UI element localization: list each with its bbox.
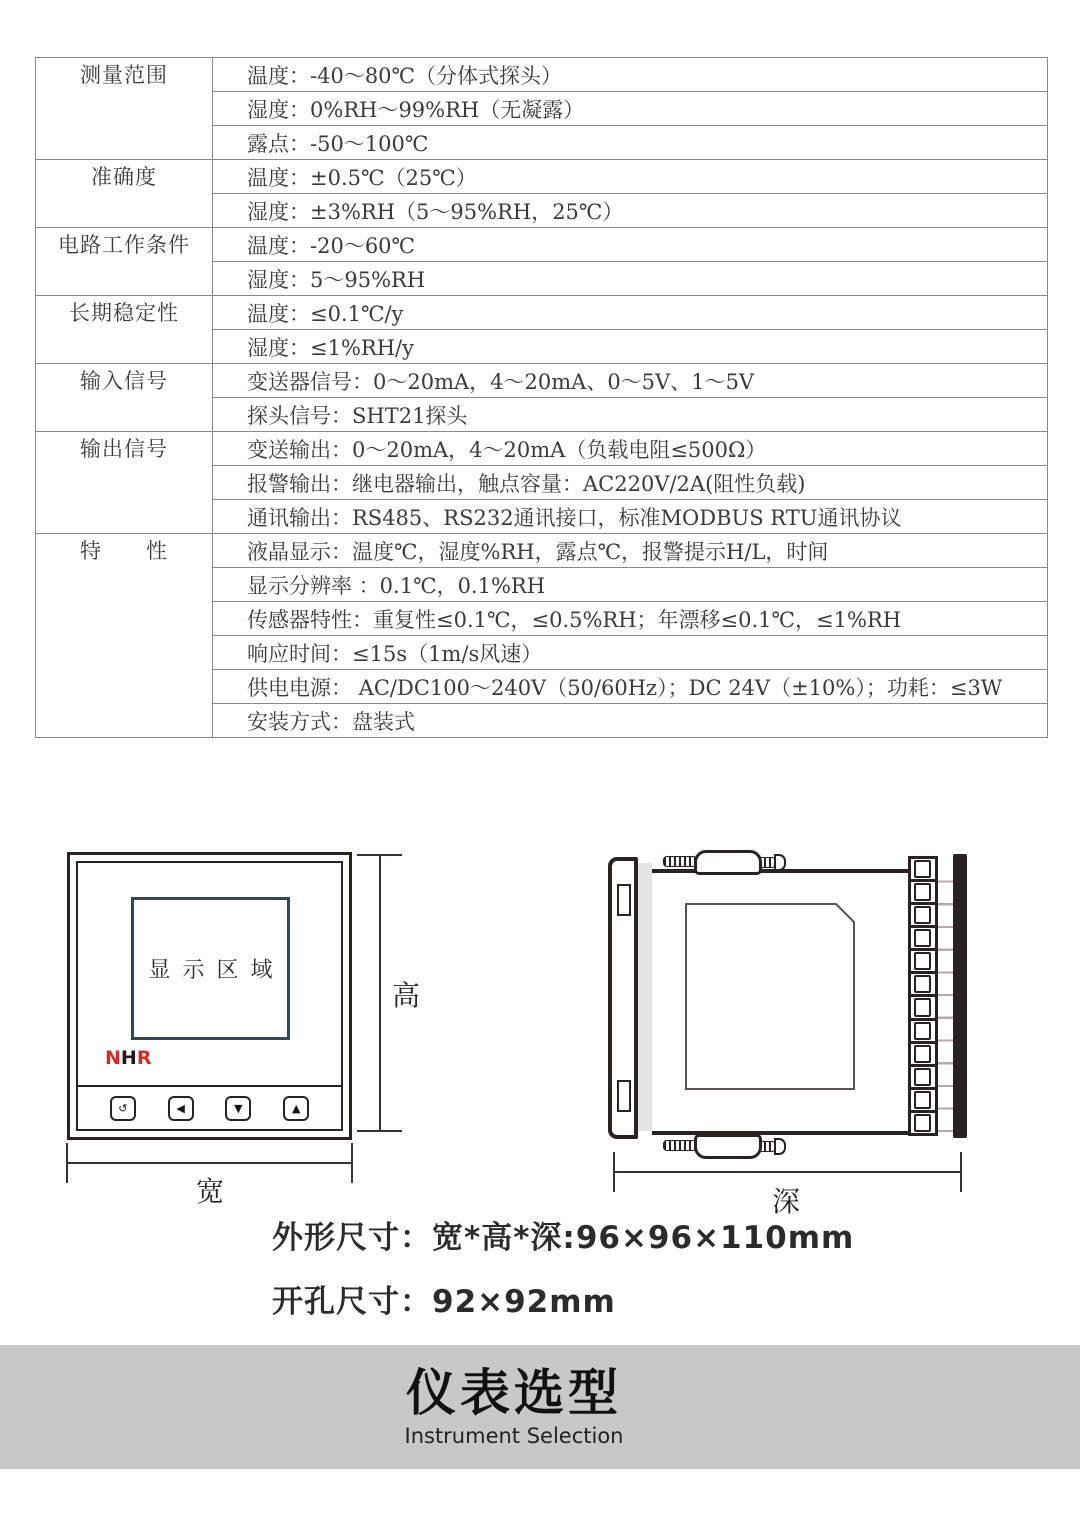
width-dimension-line: [67, 1162, 352, 1164]
panel-gasket: [638, 863, 652, 1131]
terminal-cell: [911, 1113, 935, 1133]
clamp-screw-top: [663, 856, 697, 867]
depth-dimension-line: [613, 1171, 962, 1173]
cycle-button: [110, 1096, 136, 1121]
spec-row: [36, 364, 1048, 398]
spec-value-cell: 供电电源： AC/DC100～240V（50/60Hz）；DC 24V（±10%）；功耗：≤3W: [213, 670, 1048, 704]
spec-row: [36, 432, 1048, 466]
terminal-screw: [914, 975, 931, 993]
rear-cover-bar: [953, 854, 967, 1138]
bezel-slot-bottom: [617, 1080, 631, 1112]
height-label: 高: [392, 979, 421, 1012]
depth-dimension-tick-right: [960, 1152, 962, 1192]
terminal-cell: [911, 1044, 935, 1067]
terminal-screw: [914, 1022, 931, 1040]
spec-value-cell: 通讯输出：RS485、RS232通讯接口，标准MODBUS RTU通讯协议: [213, 500, 1048, 534]
width-dimension-tick-right: [351, 1143, 353, 1183]
spec-value-cell: 变送输出：0～20mA，4～20mA（负载电阻≤500Ω）: [213, 432, 1048, 466]
spec-value-cell: 探头信号：SHT21探头: [213, 398, 1048, 432]
terminal-cell: [911, 859, 935, 882]
terminal-strip: [938, 860, 953, 1132]
clamp-screw-head-bottom: [774, 1138, 786, 1155]
mounting-clamp-bottom: [694, 1134, 762, 1159]
terminal-cell: [911, 1090, 935, 1113]
spec-value-cell: 变送器信号：0～20mA，4～20mA、0～5V、1～5V: [213, 364, 1048, 398]
terminal-cell: [911, 974, 935, 997]
terminal-cell: [911, 951, 935, 974]
case-bottom-edge: [652, 1131, 910, 1135]
spec-value-cell: 温度：≤0.1℃/y: [213, 296, 1048, 330]
spec-row: [36, 160, 1048, 194]
spec-table: [35, 57, 1048, 738]
spec-value-cell: 传感器特性：重复性≤0.1℃，≤0.5%RH；年漂移≤0.1℃，≤1%RH: [213, 602, 1048, 636]
spec-value-cell: 湿度：5～95%RH: [213, 262, 1048, 296]
outline-dimension-text: 外形尺寸：宽*高*深:96×96×110mm: [272, 1220, 855, 1256]
height-dimension-cap-top: [357, 854, 402, 856]
terminal-cell: [911, 905, 935, 928]
bezel-slot-top: [617, 884, 631, 916]
terminal-block: [908, 856, 938, 1136]
cutout-dimension-text: 开孔尺寸：92×92mm: [272, 1284, 616, 1320]
terminal-cell: [911, 1021, 935, 1044]
display-area-label: 显示区域: [148, 958, 285, 983]
terminal-screw: [914, 1045, 931, 1063]
spec-value-cell: 湿度：±3%RH（5～95%RH，25℃）: [213, 194, 1048, 228]
logo-letter: N: [105, 1047, 121, 1069]
spec-category-cell: 输出信号: [36, 432, 213, 534]
mounting-clamp-top: [694, 850, 762, 875]
spec-table-body: [36, 58, 1048, 738]
display-area-box: [131, 897, 290, 1040]
spec-category-cell: 长期稳定性: [36, 296, 213, 364]
terminal-screw: [914, 1091, 931, 1109]
side-view-drawing: [608, 850, 970, 1162]
spec-value-cell: 湿度：≤1%RH/y: [213, 330, 1048, 364]
terminal-cell: [911, 997, 935, 1020]
terminal-cell: [911, 1067, 935, 1090]
spec-row: [36, 228, 1048, 262]
spec-value-cell: 安装方式：盘装式: [213, 704, 1048, 738]
spec-value-cell: 显示分辨率 ：0.1℃，0.1%RH: [213, 568, 1048, 602]
spec-value-cell: 湿度：0%RH～99%RH（无凝露）: [213, 92, 1048, 126]
terminal-screw: [914, 906, 931, 924]
spec-row: [36, 534, 1048, 568]
banner-section: [0, 1345, 1080, 1469]
front-view-drawing: [67, 852, 352, 1140]
terminal-cell: [911, 882, 935, 905]
terminal-screw: [914, 860, 931, 878]
down-button: [225, 1096, 251, 1121]
spec-value-cell: 响应时间：≤15s（1m/s风速）: [213, 636, 1048, 670]
panel-button-strip: [78, 1085, 341, 1129]
down-icon: ▼: [234, 1101, 243, 1115]
terminal-screw: [914, 952, 931, 970]
terminal-screw: [914, 998, 931, 1016]
spec-value-cell: 温度：-20～60℃: [213, 228, 1048, 262]
terminal-screw: [914, 883, 931, 901]
case-inner-outline: [685, 903, 855, 1090]
spec-category-cell: 测量范围: [36, 58, 213, 160]
height-dimension-cap-bottom: [357, 1130, 402, 1132]
terminal-screw: [914, 1068, 931, 1086]
clamp-screw-bottom: [663, 1140, 697, 1151]
up-button: [283, 1096, 309, 1121]
left-icon: ◀: [176, 1101, 185, 1115]
depth-label: 深: [772, 1185, 801, 1218]
spec-category-cell: 准确度: [36, 160, 213, 228]
terminal-screw: [914, 1114, 931, 1132]
spec-row: [36, 58, 1048, 92]
banner-title: 仪表选型: [406, 1364, 622, 1422]
terminal-screw: [914, 929, 931, 947]
banner-subtitle: Instrument Selection: [404, 1424, 624, 1448]
clamp-screw-head-top: [774, 854, 786, 871]
width-label: 宽: [196, 1175, 225, 1208]
up-icon: ▲: [291, 1101, 301, 1115]
logo-letter: H: [120, 1047, 137, 1069]
spec-category-cell: 输入信号: [36, 364, 213, 432]
spec-category-cell: 特 性: [36, 534, 213, 738]
logo-letter: R: [136, 1047, 152, 1069]
spec-category-cell: 电路工作条件: [36, 228, 213, 296]
spec-value-cell: 报警输出：继电器输出，触点容量：AC220V/2A(阻性负载): [213, 466, 1048, 500]
spec-value-cell: 温度：-40～80℃（分体式探头）: [213, 58, 1048, 92]
spec-value-cell: 露点：-50～100℃: [213, 126, 1048, 160]
width-dimension-tick-left: [66, 1143, 68, 1183]
spec-value-cell: 温度：±0.5℃（25℃）: [213, 160, 1048, 194]
spec-row: [36, 296, 1048, 330]
brand-logo: [105, 1049, 151, 1068]
spec-value-cell: 液晶显示：温度℃，湿度%RH，露点℃，报警提示H/L，时间: [213, 534, 1048, 568]
cycle-icon: ↺: [118, 1101, 128, 1115]
depth-dimension-tick-left: [613, 1152, 615, 1192]
height-dimension-line: [379, 855, 381, 1132]
terminal-cell: [911, 928, 935, 951]
left-button: [168, 1096, 194, 1121]
